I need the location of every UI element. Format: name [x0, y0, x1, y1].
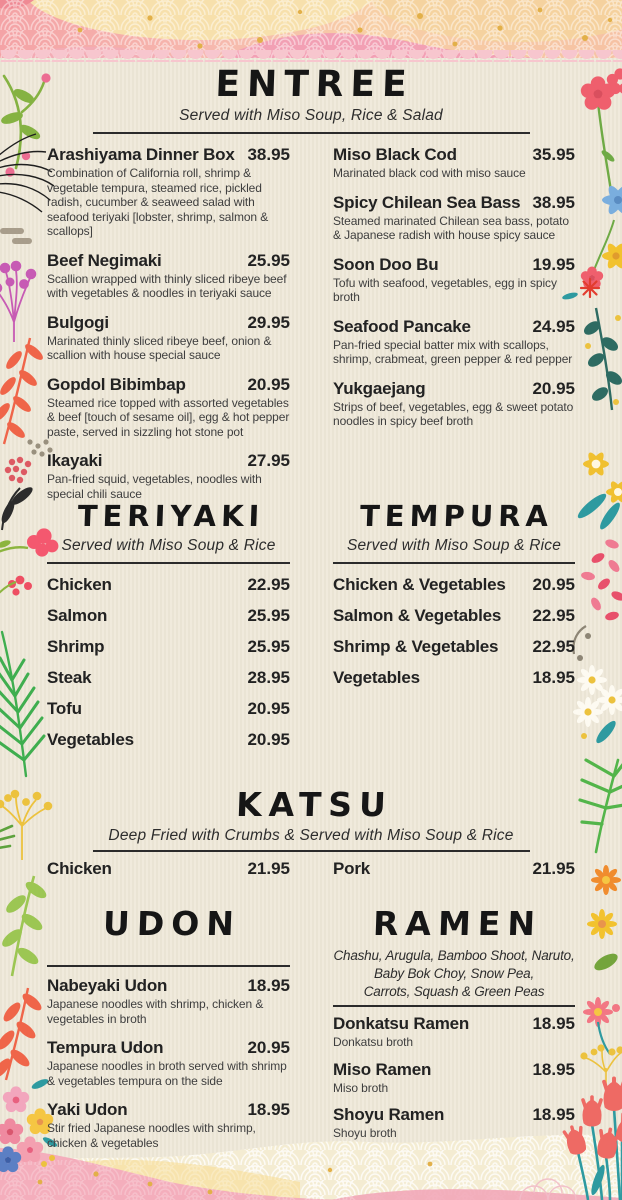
section-subtitle: Deep Fried with Crumbs & Served with Miso Soup & Rice [108, 827, 514, 844]
item-name: Miso Ramen [333, 1059, 432, 1079]
item-price: 28.95 [247, 667, 290, 687]
menu-item [333, 254, 575, 305]
item-name: Vegetables [333, 667, 420, 687]
item-name: Yaki Udon [47, 1100, 128, 1119]
item-price: 22.95 [532, 605, 575, 625]
item-price: 19.95 [532, 254, 575, 274]
item-desc: Japanese noodles with shrimp, chicken & vegetables in broth [47, 997, 264, 1026]
orange-daisy-icon [591, 865, 621, 895]
menu-item [333, 144, 575, 181]
item-name: Shrimp & Vegetables [333, 636, 499, 656]
item-desc: Steamed rice topped with assorted vegetables & beef [touch of sesame oil], egg & hot pepper paste, served in sizzling hot stone pot [47, 395, 290, 439]
item-price: 20.95 [532, 574, 575, 594]
item-price: 20.95 [247, 729, 290, 749]
black-leaves-icon [0, 484, 35, 530]
section-ramen [333, 903, 575, 1150]
divider [333, 1005, 575, 1007]
menu-item [47, 600, 290, 631]
item-desc: Strips of beef, vegetables, egg & sweet potato noodles in spicy beef broth [333, 399, 574, 428]
menu-item [333, 631, 575, 662]
menu-item [333, 1104, 575, 1141]
item-price: 24.95 [532, 316, 575, 336]
divider [47, 965, 290, 967]
section-udon [47, 903, 290, 1161]
menu-item [333, 600, 575, 631]
menu-item [333, 378, 575, 429]
item-name: Gopdol Bibimbap [47, 374, 186, 394]
item-price: 38.95 [247, 145, 290, 164]
white-daisy-icon [573, 665, 622, 746]
section-title-entree: ENTREE [214, 64, 415, 105]
teal-leaf-branch-icon [582, 308, 622, 410]
item-name: Shrimp [47, 636, 105, 656]
gray-arc-icon [574, 626, 592, 661]
item-name: Tofu [47, 698, 82, 718]
divider [93, 132, 530, 134]
green-palm-icon [580, 758, 622, 852]
item-price: 18.95 [247, 1100, 290, 1119]
item-name: Beef Negimaki [47, 250, 162, 270]
item-price: 20.95 [247, 698, 290, 718]
menu-item [47, 662, 290, 693]
fern-tip-icon [0, 826, 14, 848]
item-desc: Pan-fried special batter mix with scallops, shrimp, crabmeat, green pepper & red pepper [333, 337, 573, 366]
item-price: 21.95 [532, 859, 575, 878]
item-price: 38.95 [532, 192, 575, 212]
section-tempura [333, 496, 575, 693]
item-desc: Scallion wrapped with thinly sliced ribeye beef with vegetables & noodles in teriyaki sauce [47, 271, 287, 300]
section-subtitle: Served with Miso Soup & Rice [61, 537, 276, 554]
item-price: 20.95 [247, 1038, 290, 1057]
menu-item [47, 631, 290, 662]
menu-item [47, 250, 290, 301]
berry-cluster-icon [0, 262, 35, 342]
menu-item [47, 1037, 290, 1088]
item-desc: Pan-fried squid, vegetables, noodles with special chili sauce [47, 472, 262, 501]
item-desc: Tofu with seafood, vegetables, egg in spicy broth [333, 275, 557, 304]
menu-item [333, 1013, 575, 1050]
section-katsu [47, 784, 575, 880]
item-desc: Stir fried Japanese noodles with shrimp, chicken & vegetables [47, 1121, 256, 1150]
item-price: 18.95 [532, 1059, 575, 1079]
item-name: Spicy Chilean Sea Bass [333, 192, 521, 212]
section-subtitle: Served with Miso Soup & Rice [346, 537, 562, 554]
item-price: 20.95 [247, 374, 290, 394]
dot-cluster-icon [5, 439, 53, 483]
section-title-tempura: TEMPURA [359, 499, 554, 533]
item-name: Soon Doo Bu [333, 254, 439, 274]
item-name: Pork [333, 859, 370, 878]
item-name: Miso Black Cod [333, 145, 457, 164]
item-price: 20.95 [532, 378, 575, 398]
menu-item [47, 724, 290, 755]
section-title-teriyaki: TERIYAKI [77, 499, 265, 533]
item-price: 18.95 [532, 667, 575, 687]
item-price: 25.95 [247, 636, 290, 656]
item-price: 35.95 [532, 145, 575, 164]
item-name: Arashiyama Dinner Box [47, 145, 235, 164]
blue-flower-icon [602, 183, 622, 216]
item-name: Vegetables [47, 729, 134, 749]
item-name: Bulgogi [47, 312, 109, 332]
section-title-katsu: KATSU [235, 785, 394, 824]
menu-item [47, 1099, 290, 1150]
section-subtitle-line: Carrots, Squash & Green Peas [363, 984, 545, 999]
item-price: 22.95 [532, 636, 575, 656]
item-name: Seafood Pancake [333, 316, 471, 336]
coral-leaf-branch-icon [0, 988, 44, 1080]
item-price: 18.95 [532, 1105, 575, 1124]
item-price: 18.95 [247, 976, 290, 995]
green-leaf-icon [592, 950, 621, 973]
section-title-udon: UDON [102, 904, 242, 943]
menu-item [47, 975, 290, 1026]
sakura-petals-icon [580, 538, 622, 622]
item-desc: Marinated black cod with miso sauce [333, 166, 526, 180]
item-price: 18.95 [532, 1014, 575, 1033]
item-name: Nabeyaki Udon [47, 976, 168, 995]
section-subtitle: Served with Miso Soup, Rice & Salad [179, 107, 443, 124]
item-name: Shoyu Ramen [333, 1105, 445, 1124]
menu-item [333, 858, 575, 880]
yellow-dill-icon [0, 791, 51, 860]
item-name: Tempura Udon [47, 1038, 164, 1057]
item-name: Ikayaki [47, 451, 103, 470]
item-price: 25.95 [247, 605, 290, 625]
menu-item [47, 312, 290, 363]
yellow-daffodil-icon [575, 450, 622, 531]
item-desc: Steamed marinated Chilean sea bass, potato & Japanese radish with house spicy sauce [333, 213, 569, 242]
item-desc: Donkatsu broth [333, 1035, 413, 1049]
menu-item [47, 693, 290, 724]
menu-item [333, 1059, 575, 1096]
menu-item [47, 450, 290, 501]
section-subtitle-line: Chashu, Arugula, Bamboo Shoot, Naruto, [333, 948, 575, 963]
yellow-daisy-icon [587, 909, 617, 939]
scallop-edge-icon [0, 50, 622, 62]
item-name: Salmon & Vegetables [333, 605, 502, 625]
item-desc: Marinated thinly sliced ribeye beef, onion & scallion with house special sauce [47, 333, 272, 362]
pink-bud-branch-icon [1, 73, 50, 176]
item-name: Donkatsu Ramen [333, 1014, 470, 1033]
coral-leaf-branch-icon [0, 338, 45, 444]
item-price: 25.95 [247, 250, 290, 270]
red-starburst-flower-icon [581, 279, 599, 297]
section-title-ramen: RAMEN [372, 904, 543, 943]
menu-item [47, 144, 290, 239]
item-desc: Combination of California roll, shrimp & vegetable tempura, steamed rice, pickled radish, cucumber & seaweed salad with seafood teriyaki [lobster, shrimp, salmon & scallops] [47, 166, 269, 238]
menu-item [333, 569, 575, 600]
section-teriyaki [47, 496, 290, 755]
brush-dash-icon [0, 228, 32, 244]
menu-item [47, 374, 290, 440]
item-name: Chicken [47, 859, 112, 878]
item-price: 21.95 [247, 859, 290, 878]
green-fern-icon [0, 632, 44, 776]
item-price: 27.95 [247, 451, 290, 470]
green-leaf-branch-icon [0, 876, 49, 976]
item-name: Yukgaejang [333, 378, 426, 398]
menu-item [333, 192, 575, 243]
item-desc: Shoyu broth [333, 1126, 397, 1140]
section-subtitle-line: Baby Bok Choy, Snow Pea, [373, 966, 535, 981]
section-entree [47, 64, 575, 512]
entree-right-column [333, 144, 575, 512]
item-price: 22.95 [247, 574, 290, 594]
menu-item [47, 569, 290, 600]
divider [47, 562, 290, 564]
top-wave-banner [0, 0, 622, 72]
menu-item [333, 662, 575, 693]
divider [93, 850, 530, 852]
divider [333, 562, 575, 564]
item-desc: Miso broth [333, 1080, 389, 1095]
item-desc: Japanese noodles in broth served with shrimp & vegetables tempura on the side [47, 1059, 287, 1088]
item-name: Salmon [47, 605, 108, 625]
menu-item [333, 316, 575, 367]
item-price: 29.95 [247, 312, 290, 332]
item-name: Steak [47, 667, 92, 687]
menu-item [47, 858, 290, 880]
item-name: Chicken [47, 574, 112, 594]
entree-left-column [47, 144, 290, 512]
item-name: Chicken & Vegetables [333, 574, 506, 594]
